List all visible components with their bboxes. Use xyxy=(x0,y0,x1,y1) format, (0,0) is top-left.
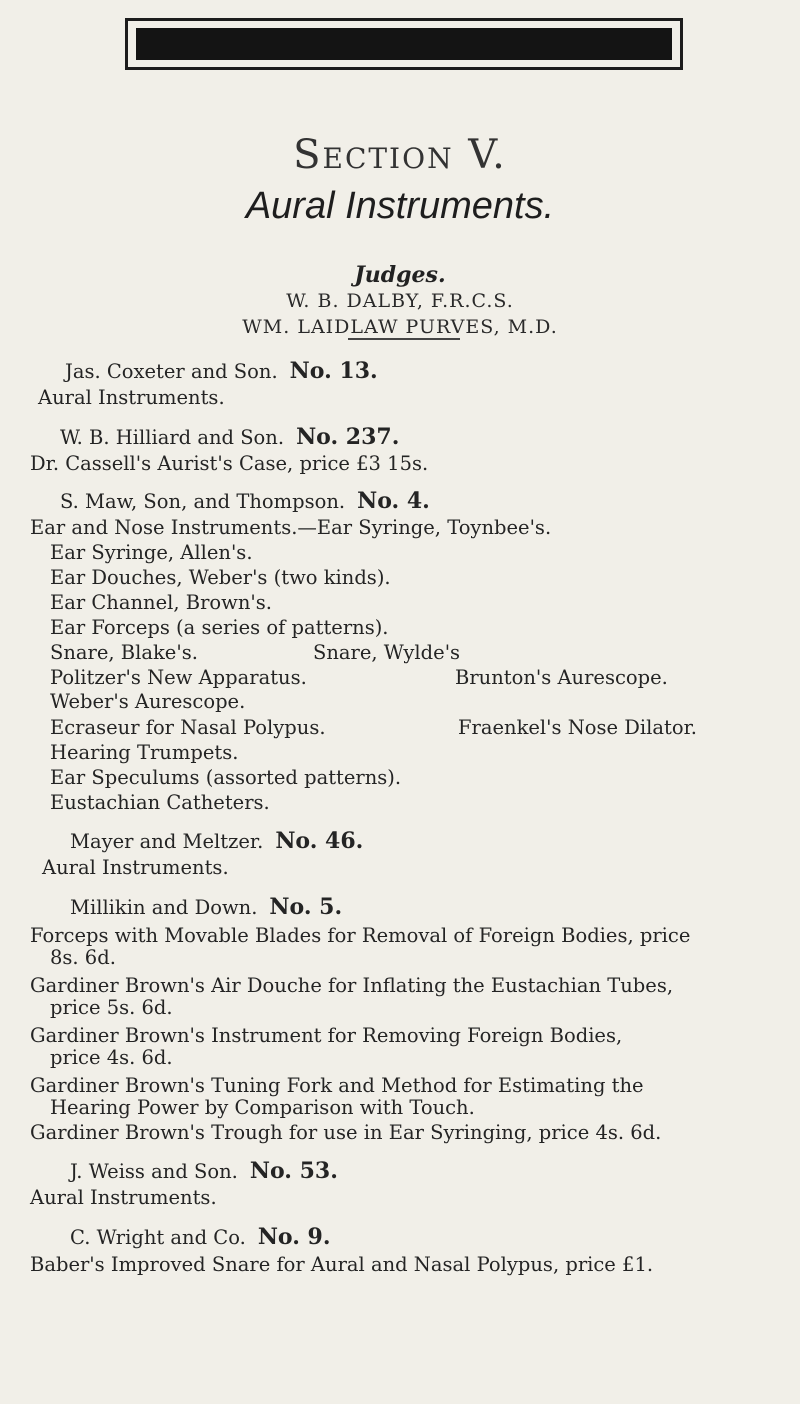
exhibit-line: Forceps with Movable Blades for Removal of Foreign Bodies, price xyxy=(30,924,691,947)
exhibit-line: Weber's Aurescope. xyxy=(50,690,246,713)
exhibitor-heading xyxy=(70,1158,338,1184)
exhibitor-name: S. Maw, Son, and Thompson. xyxy=(60,490,346,513)
exhibit-number: No. 4. xyxy=(357,488,430,514)
exhibit-line-left: Ecraseur for Nasal Polypus. xyxy=(50,716,326,739)
exhibit-line: Aural Instruments. xyxy=(38,386,225,409)
exhibit-line: Ear Forceps (a series of patterns). xyxy=(50,616,389,639)
exhibitor-heading xyxy=(60,488,430,514)
exhibit-line: Gardiner Brown's Instrument for Removing Foreign Bodies, xyxy=(30,1024,623,1047)
exhibit-line-right: Snare, Wylde's xyxy=(313,641,461,664)
header-ornament-banner xyxy=(125,18,683,70)
exhibit-line: Dr. Cassell's Aurist's Case, price £3 15s. xyxy=(30,452,429,475)
exhibit-number: No. 46. xyxy=(275,828,364,854)
exhibit-number: No. 9. xyxy=(257,1224,331,1250)
exhibit-line: Ear and Nose Instruments.—Ear Syringe, Toynbee's. xyxy=(30,516,552,539)
section-title: Section V. xyxy=(293,132,507,178)
exhibit-line: Eustachian Catheters. xyxy=(50,791,270,814)
exhibit-line: Gardiner Brown's Tuning Fork and Method for Estimating the xyxy=(30,1074,644,1097)
exhibit-line-continued: Hearing Power by Comparison with Touch. xyxy=(50,1096,475,1119)
exhibitor-heading xyxy=(65,358,378,384)
exhibitor-heading xyxy=(70,1224,331,1250)
exhibit-line: Hearing Trumpets. xyxy=(50,741,239,764)
exhibit-number: No. 237. xyxy=(296,424,400,450)
exhibitor-name: C. Wright and Co. xyxy=(70,1226,246,1249)
exhibit-line: Gardiner Brown's Trough for use in Ear Syringing, price 4s. 6d. xyxy=(30,1121,662,1144)
exhibit-line: Baber's Improved Snare for Aural and Nasal Polypus, price £1. xyxy=(30,1253,654,1276)
exhibitor-name: Mayer and Meltzer. xyxy=(70,830,264,853)
exhibitor-name: Millikin and Down. xyxy=(70,896,258,919)
exhibit-line: Aural Instruments. xyxy=(30,1186,217,1209)
divider-rule xyxy=(348,338,460,340)
exhibit-line-left: Politzer's New Apparatus. xyxy=(50,666,307,689)
exhibitor-heading xyxy=(60,424,399,450)
judge-name: W. B. DALBY, F.R.C.S. xyxy=(286,290,514,312)
exhibit-number: No. 53. xyxy=(249,1158,338,1184)
exhibit-line: Ear Douches, Weber's (two kinds). xyxy=(50,566,391,589)
exhibitor-name: J. Weiss and Son. xyxy=(70,1160,238,1183)
exhibit-line-left: Snare, Blake's. xyxy=(50,641,198,664)
header-ornament-fill xyxy=(136,28,672,60)
judge-name: WM. LAIDLAW PURVES, M.D. xyxy=(242,316,558,338)
exhibit-line-continued: price 4s. 6d. xyxy=(50,1046,173,1069)
exhibit-line: Ear Syringe, Allen's. xyxy=(50,541,253,564)
exhibitor-heading xyxy=(70,894,342,920)
exhibitor-heading xyxy=(70,828,363,854)
judges-heading: Judges. xyxy=(354,262,446,288)
exhibit-number: No. 5. xyxy=(269,894,343,920)
exhibitor-name: Jas. Coxeter and Son. xyxy=(65,360,278,383)
exhibit-line-right: Fraenkel's Nose Dilator. xyxy=(458,716,697,739)
section-subtitle: Aural Instruments. xyxy=(245,185,555,227)
exhibit-line: Gardiner Brown's Air Douche for Inflating the Eustachian Tubes, xyxy=(30,974,674,997)
exhibit-line-right: Brunton's Aurescope. xyxy=(455,666,668,689)
exhibit-line-continued: 8s. 6d. xyxy=(50,946,116,969)
exhibit-line: Aural Instruments. xyxy=(42,856,229,879)
exhibit-line: Ear Speculums (assorted patterns). xyxy=(50,766,402,789)
exhibit-number: No. 13. xyxy=(289,358,378,384)
exhibitor-name: W. B. Hilliard and Son. xyxy=(60,426,285,449)
exhibit-line-continued: price 5s. 6d. xyxy=(50,996,173,1019)
exhibit-line: Ear Channel, Brown's. xyxy=(50,591,272,614)
